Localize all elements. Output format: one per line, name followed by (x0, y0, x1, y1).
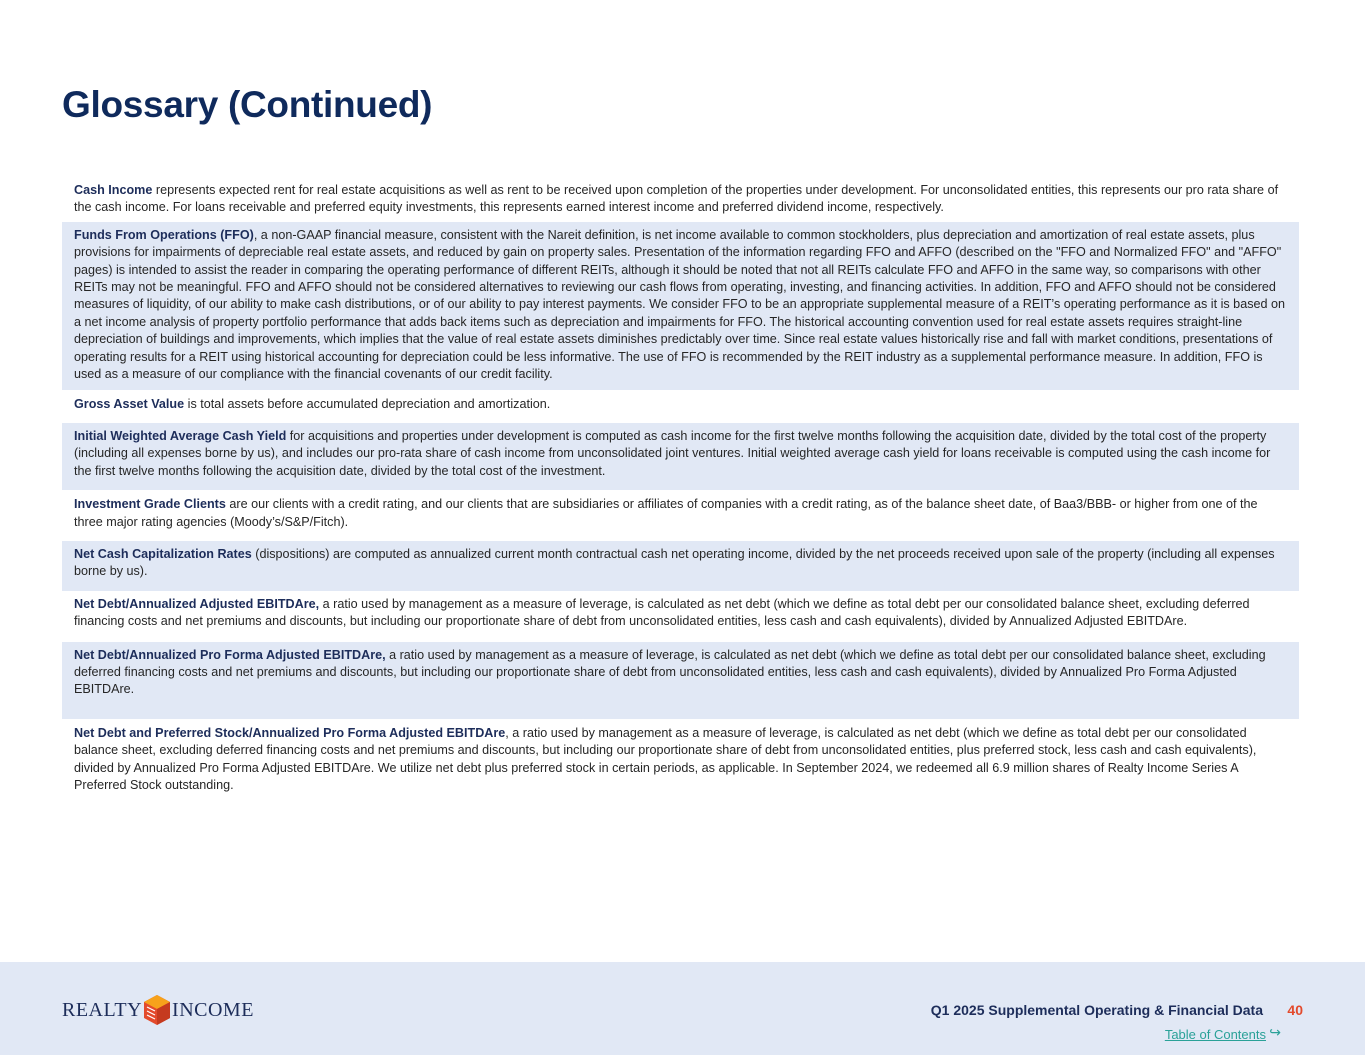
glossary-term: Net Cash Capitalization Rates (74, 546, 252, 561)
glossary-definition: for acquisitions and properties under development is computed as cash income for the first twelve months following the acquisition date, divided by the total cost of the property (including all expenses borne by us), and includes our pro-rata share of cash income from unconsolidated joint ventures. Initial weighted average cash yield for loans receivable is computed using the cash income for the first twelve months following the acquisition date, divided by the total cost of the investment. (74, 428, 1271, 478)
glossary-definition: a ratio used by management as a measure of leverage, is calculated as net debt (which we define as total debt per our consolidated balance sheet, excluding deferred financing costs and net premiums and discounts, but including our proportionate share of debt from unconsolidated entities, less cash and cash equivalents), divided by Annualized Pro Forma Adjusted EBITDAre. (74, 647, 1266, 697)
glossary-entry-investment-grade-clients (62, 490, 1299, 541)
glossary-entry-net-debt-annualized-pro-forma-adjusted-ebitdare (62, 642, 1299, 719)
logo-mark-icon (144, 995, 170, 1025)
return-arrow-icon[interactable]: ↪ (1269, 1024, 1281, 1040)
glossary-entry-net-debt-annualized-adjusted-ebitdare (62, 591, 1299, 642)
glossary-entry-net-debt-and-preferred-stock (62, 719, 1299, 802)
glossary-term: Investment Grade Clients (74, 497, 226, 512)
logo-word-left: REALTY (62, 998, 143, 1021)
glossary-entry-ffo (62, 222, 1299, 391)
glossary-definition: , a non-GAAP financial measure, consistent with the Nareit definition, is net income available to common stockholders, plus depreciation and amortization of real estate assets, plus provisions for impairments of depreciable real estate assets, and reduced by gain on property sales. Presentation of the information regarding FFO and AFFO (described on the "FFO and Normalized FFO" and "AFFO" pages) is intended to assist the reader in comparing the operating performance of different REITs, although it should be noted that not all REITs calculate FFO and AFFO in the same way, so comparisons with other REITs may not be meaningful. FFO and AFFO should not be considered alternatives to reviewing our cash flows from operating, investing, and financing activities. In addition, FFO and AFFO should not be considered measures of liquidity, of our ability to make cash distributions, or of our ability to pay interest payments. We consider FFO to be an appropriate supplemental measure of a REIT’s operating performance as it is based on a net income analysis of property portfolio performance that adds back items such as depreciation and impairments for FFO. The historical accounting convention used for real estate assets requires straight-line depreciation of buildings and improvements, which implies that the value of real estate assets diminishes predictably over time. Since real estate values historically rise and fall with market conditions, presentations of operating results for a REIT using historical accounting for depreciation could be less informative. The use of FFO is recommended by the REIT industry as a supplemental performance measure. In addition, FFO is used as a measure of our compliance with the financial covenants of our credit facility. (74, 227, 1286, 382)
report-name: Q1 2025 Supplemental Operating & Financial Data (930, 1002, 1263, 1018)
realty-income-logo (62, 995, 254, 1025)
glossary-entry-gross-asset-value (62, 390, 1299, 422)
page-number: 40 (1287, 1002, 1303, 1018)
glossary-definition: represents expected rent for real estate acquisitions as well as rent to be received upon completion of the properties under development. For unconsolidated entities, this represents our pro rata share of the cash income. For loans receivable and preferred equity investments, this represents earned interest income and preferred dividend income, respectively. (74, 183, 1279, 215)
glossary-entry-initial-weighted-average-cash-yield (62, 423, 1299, 490)
glossary-entry-cash-income (62, 176, 1299, 222)
glossary-term: Funds From Operations (FFO) (74, 227, 254, 242)
glossary-entry-net-cash-capitalization-rates (62, 541, 1299, 591)
glossary-definition: , a ratio used by management as a measure of leverage, is calculated as net debt (which we define as total debt per our consolidated balance sheet, excluding deferred financing costs and net premiums and discounts, but including our proportionate share of debt from unconsolidated entities, plus preferred stock, less cash and cash equivalents), divided by Annualized Pro Forma Adjusted EBITDAre. We utilize net debt plus preferred stock in certain periods, as applicable. In September 2024, we redeemed all 6.9 million shares of Realty Income Series A Preferred Stock outstanding. (74, 725, 1257, 792)
glossary-term: Net Debt/Annualized Pro Forma Adjusted EBITDAre, (74, 647, 386, 662)
glossary-definition: a ratio used by management as a measure of leverage, is calculated as net debt (which we define as total debt per our consolidated balance sheet, excluding deferred financing costs and net premiums and discounts, but including our proportionate share of debt from unconsolidated entities, less cash and cash equivalents), divided by Annualized Adjusted EBITDAre. (74, 596, 1250, 629)
glossary-term: Net Debt/Annualized Adjusted EBITDAre, (74, 596, 320, 611)
glossary-term: Net Debt and Preferred Stock/Annualized Pro Forma Adjusted EBITDAre (74, 725, 506, 740)
glossary-definition: are our clients with a credit rating, and our clients that are subsidiaries or affiliates of companies with a credit rating, as of the balance sheet date, of Baa3/BBB- or higher from one of the three major rating agencies (Moody’s/S&P/Fitch). (74, 497, 1258, 529)
glossary-definition: is total assets before accumulated depreciation and amortization. (184, 397, 551, 412)
table-of-contents-link[interactable]: Table of Contents (1164, 1027, 1266, 1042)
glossary-term: Gross Asset Value (74, 397, 185, 412)
page-title: Glossary (Continued) (62, 84, 433, 125)
logo-word-right: INCOME (172, 998, 254, 1021)
glossary-term: Cash Income (74, 183, 153, 197)
glossary-term: Initial Weighted Average Cash Yield (74, 428, 287, 443)
glossary-definition: (dispositions) are computed as annualized current month contractual cash net operating income, divided by the net proceeds received upon sale of the property (including all expenses borne by us). (74, 546, 1275, 579)
glossary-list (62, 176, 1299, 801)
footer-band (0, 962, 1365, 1055)
